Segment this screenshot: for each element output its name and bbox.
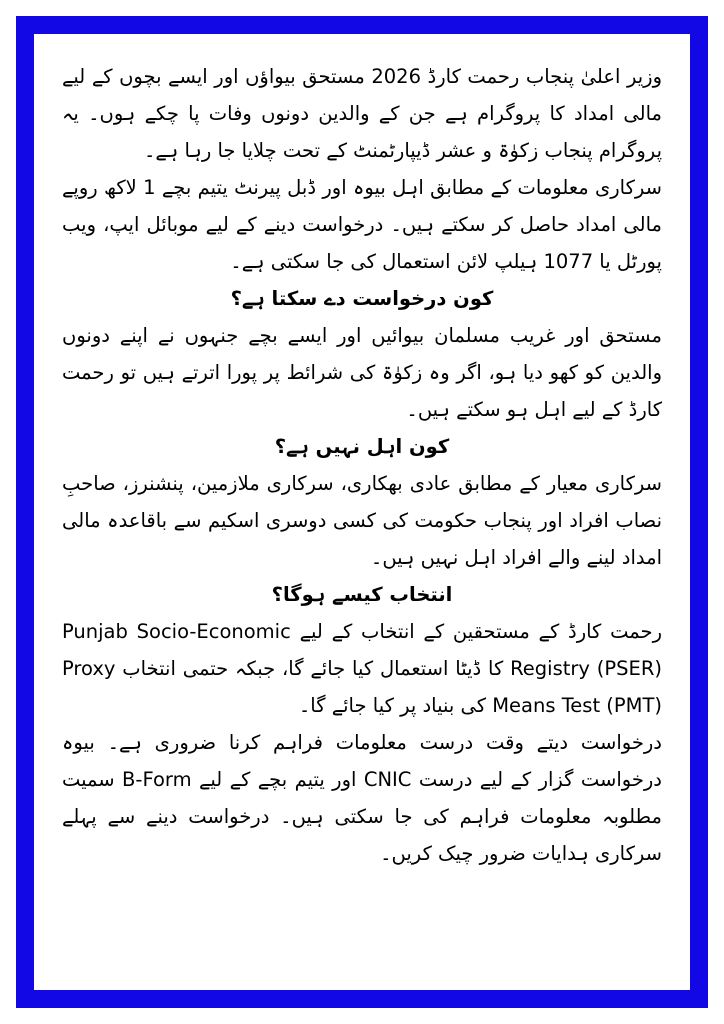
article-body <box>62 58 662 970</box>
heading-who-not-eligible: کون اہل نہیں ہے؟ <box>274 435 450 458</box>
heading-who-can-apply: کون درخواست دے سکتا ہے؟ <box>230 287 494 310</box>
heading-selection: انتخاب کیسے ہوگا؟ <box>271 583 453 606</box>
paragraph-selection: رحمت کارڈ کے مستحقین کے انتخاب کے لیے Punjab Socio-Economic Registry (PSER) کا ڈیٹا استعمال کیا جائے گا، جبکہ حتمی انتخاب Proxy Means Test (PMT) کی بنیاد پر کیا جائے گا۔ <box>62 620 662 717</box>
paragraph-financial-aid: سرکاری معلومات کے مطابق اہل بیوہ اور ڈبل پیرنٹ یتیم بچے 1 لاکھ روپے مالی امداد حاصل کر سکتے ہیں۔ درخواست دینے کے لیے موبائل ایپ، ویب پورٹل یا 1077 ہیلپ لائن استعمال کی جا سکتی ہے۔ <box>62 176 663 273</box>
paragraph-intro: وزیر اعلیٰ پنجاب رحمت کارڈ 2026 مستحق بیواؤں اور ایسے بچوں کے لیے مالی امداد کا پروگرام ہے جن کے والدین دونوں وفات پا چکے ہوں۔ یہ پروگرام پنجاب زکوٰۃ و عشر ڈیپارٹمنٹ کے تحت چلایا جا رہا ہے۔ <box>62 65 662 162</box>
paragraph-eligible: مستحق اور غریب مسلمان بیوائیں اور ایسے بچے جنہوں نے اپنے دونوں والدین کو کھو دیا ہو، اگر وہ زکوٰۃ کی شرائط پر پورا اترتے ہیں تو رحمت کارڈ کے لیے اہل ہو سکتے ہیں۔ <box>62 324 662 421</box>
paragraph-documents: درخواست دیتے وقت درست معلومات فراہم کرنا ضروری ہے۔ بیوہ درخواست گزار کے لیے درست CNIC اور یتیم بچے کے لیے B-Form سمیت مطلوبہ معلومات فراہم کی جا سکتی ہیں۔ درخواست دینے سے پہلے سرکاری ہدایات ضرور چیک کریں۔ <box>62 731 662 865</box>
paragraph-not-eligible: سرکاری معیار کے مطابق عادی بھکاری، سرکاری ملازمین، پنشنرز، صاحبِ نصاب افراد اور پنجاب حکومت کی کسی دوسری اسکیم سے باقاعدہ مالی امداد لینے والے افراد اہل نہیں ہیں۔ <box>62 472 662 569</box>
page-border-frame <box>16 16 708 1008</box>
